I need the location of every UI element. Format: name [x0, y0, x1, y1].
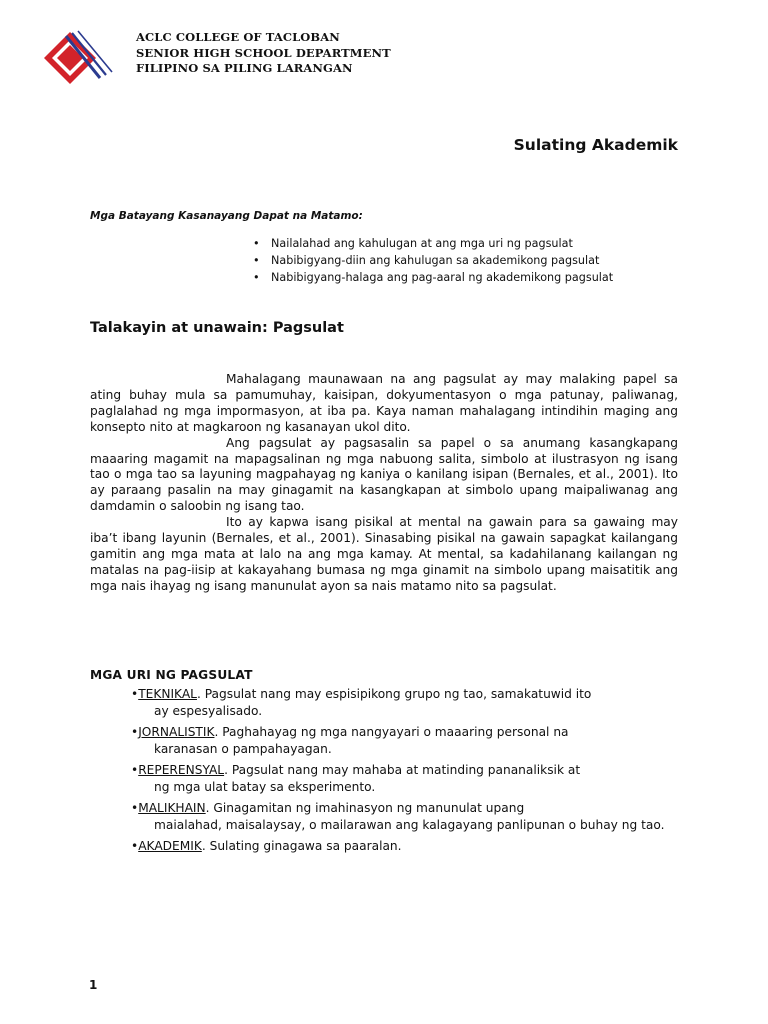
discussion-heading: Talakayin at unawain: Pagsulat — [90, 320, 344, 336]
type-description: . Ginagamitan ng imahinasyon ng manunulat upang — [205, 801, 525, 816]
school-header — [136, 30, 391, 77]
list-item: • Nailalahad ang kahulugan at ang mga uri ng pagsulat — [250, 236, 690, 251]
competencies-list — [250, 236, 690, 287]
type-description-continued: ay espesyalisado. — [154, 703, 263, 718]
list-item: • Nabibigyang-halaga ang pag-aaral ng akademikong pagsulat — [250, 270, 690, 285]
document-title: Sulating Akademik — [513, 136, 678, 154]
list-item: •AKADEMIK. Sulating ginagawa sa paaralan. — [131, 839, 402, 854]
discussion-body — [90, 372, 678, 595]
paragraph: Mahalagang maunawaan na ang pagsulat ay may malaking papel sa ating buhay mula sa pamumuhay, kaisipan, dokyumentasyon o mga patunay, paliwanag, paglalahad ng mga impormasyon, at iba pa. Kaya naman mahalagang intindihin maging ang konsepto nito at magkaroon ng kasanayan ukol dito. — [90, 372, 678, 434]
paragraph: Ang pagsulat ay pagsasalin sa papel o sa anumang kasangkapang maaaring magamit na mapagsalinan ng mga nabuong salita, simbolo at ilustrasyon ng isang tao o mga tao sa layuning magpahayag ng kaniya o kanilang isipan (Bernales, et al., 2001). Ito ay paraang pasalin na may ginagamit na kasangkapan at simbolo upang maipaliwanag ang damdamin o saloobin ng isang tao. — [90, 435, 678, 514]
type-term: MALIKHAIN — [138, 801, 206, 816]
list-item: •REPERENSYAL. Pagsulat nang may mahaba at matinding pananaliksik at ng mga ulat batay sa eksperimento. — [131, 762, 691, 796]
type-term: REPERENSYAL — [138, 763, 225, 778]
type-description: . Sulating ginagawa sa paaralan. — [201, 839, 402, 854]
header-department: SENIOR HIGH SCHOOL DEPARTMENT — [136, 45, 391, 60]
paragraph: Ito ay kapwa isang pisikal at mental na gawain para sa gawaing may iba’t ibang layunin (Bernales, et al., 2001). Sinasabing pisikal na gawain sapagkat kailangang gamitin ang mga mata at lalo na ang mga kamay. At mental, sa kadahilanang kailangan ng matalas na pag-iisip at kakayahang bumasa ng mga ginamit na simbolo upang maisatitik ang mga nais ihayag ng isang manunulat ayon sa nais matamo nito sa pagsulat. — [90, 515, 678, 593]
header-school-name: ACLC COLLEGE OF TACLOBAN — [136, 30, 340, 44]
type-description: . Paghahayag ng mga nangyayari o maaaring personal na — [214, 725, 569, 740]
page-number: 1 — [89, 978, 98, 992]
type-term: JORNALISTIK — [138, 725, 215, 740]
types-heading: MGA URI NG PAGSULAT — [90, 668, 253, 682]
type-term: AKADEMIK — [138, 839, 202, 854]
type-description-continued: karanasan o pampahayagan. — [154, 741, 332, 756]
list-item: • Nabibigyang-diin ang kahulugan sa akademikong pagsulat — [250, 253, 690, 268]
type-description: . Pagsulat nang may espisipikong grupo ng tao, samakatuwid ito — [196, 687, 592, 701]
list-item: •TEKNIKAL. Pagsulat nang may espisipikong grupo ng tao, samakatuwid ito ay espesyalisado. — [131, 686, 691, 720]
type-term: TEKNIKAL — [138, 687, 197, 701]
type-description-continued: maialahad, maisalaysay, o mailarawan ang kalagayang panlipunan o buhay ng tao. — [154, 818, 665, 833]
list-item: •MALIKHAIN. Ginagamitan ng imahinasyon ng manunulat upang maialahad, maisalaysay, o mailarawan ang kalagayang panlipunan o buhay ng tao. — [131, 800, 691, 834]
type-description: . Pagsulat nang may mahaba at matinding pananaliksik at — [224, 763, 581, 778]
type-description-continued: ng mga ulat batay sa eksperimento. — [154, 779, 376, 794]
list-item: •JORNALISTIK. Paghahayag ng mga nangyayari o maaaring personal na karanasan o pampahayagan. — [131, 724, 691, 758]
header-subject: FILIPINO SA PILING LARANGAN — [136, 61, 353, 75]
aclc-logo-icon — [40, 28, 118, 86]
types-list — [131, 686, 691, 860]
competencies-heading: Mga Batayang Kasanayang Dapat na Matamo: — [90, 210, 363, 222]
